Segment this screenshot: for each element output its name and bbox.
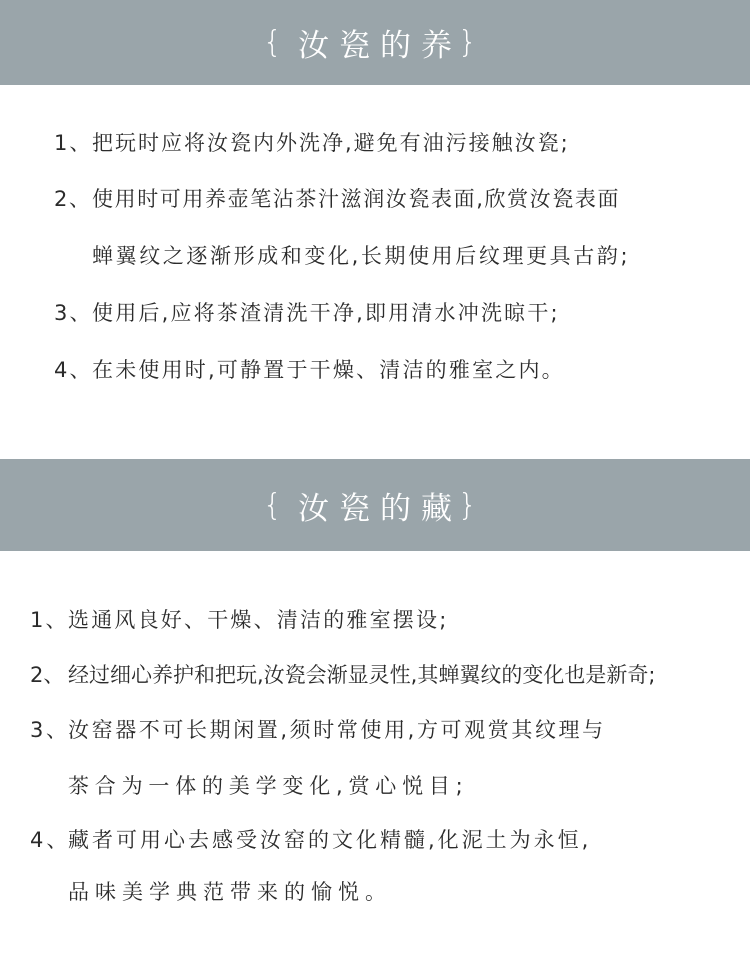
brace-close: } [458, 487, 488, 523]
storage-item-text: 汝窑器不可长期闲置,须时常使用,方可观赏其纹理与 [68, 718, 606, 742]
care-title-text: 汝瓷的养 [298, 28, 462, 64]
care-item-1 [54, 128, 570, 158]
care-item-text: 使用时可用养壶笔沾茶汁滋润汝瓷表面,欣赏汝瓷表面 [92, 187, 621, 211]
brace-close: } [458, 25, 488, 60]
storage-item-number: 4、 [30, 828, 71, 852]
care-section-title [263, 20, 487, 65]
care-item-number: 1、 [54, 131, 93, 155]
storage-item-4-continued [68, 877, 392, 907]
care-item-2-continued [92, 241, 630, 271]
care-item-text: 在未使用时,可静置于干燥、清洁的雅室之内。 [92, 358, 565, 382]
storage-item-text: 品味美学典范带来的愉悦。 [68, 880, 392, 904]
care-item-text: 把玩时应将汝瓷内外洗净,避免有油污接触汝瓷; [92, 131, 570, 155]
storage-item-number: 3、 [30, 718, 70, 742]
brace-open: { [262, 487, 292, 523]
storage-section-banner [0, 459, 750, 551]
storage-item-3-continued [68, 771, 469, 801]
storage-item-number: 1、 [30, 608, 69, 632]
care-item-text: 蝉翼纹之逐渐形成和变化,长期使用后纹理更具古韵; [92, 244, 631, 268]
storage-item-4 [30, 825, 591, 855]
storage-item-text: 藏者可用心去感受汝窑的文化精髓,化泥土为永恒, [68, 828, 592, 852]
care-item-4 [54, 355, 565, 385]
storage-item-text: 经过细心养护和把玩,汝瓷会渐显灵性,其蝉翼纹的变化也是新奇; [68, 663, 656, 687]
storage-section-title [263, 483, 487, 528]
care-item-number: 3、 [54, 301, 93, 325]
care-item-number: 2、 [54, 187, 92, 211]
care-section-banner [0, 0, 750, 85]
care-item-number: 4、 [54, 358, 93, 382]
brace-open: { [262, 25, 292, 60]
care-item-3 [54, 298, 560, 328]
storage-item-number: 2、 [30, 663, 65, 687]
care-item-2 [54, 184, 620, 214]
storage-item-1 [30, 605, 448, 635]
storage-item-text: 选通风良好、干燥、清洁的雅室摆设; [68, 608, 449, 632]
care-item-text: 使用后,应将茶渣清洗干净,即用清水冲洗晾干; [92, 301, 560, 325]
storage-item-2 [30, 660, 655, 690]
storage-item-text: 茶合为一体的美学变化,赏心悦目; [68, 774, 469, 798]
storage-item-3 [30, 715, 606, 745]
storage-title-text: 汝瓷的藏 [298, 490, 462, 527]
